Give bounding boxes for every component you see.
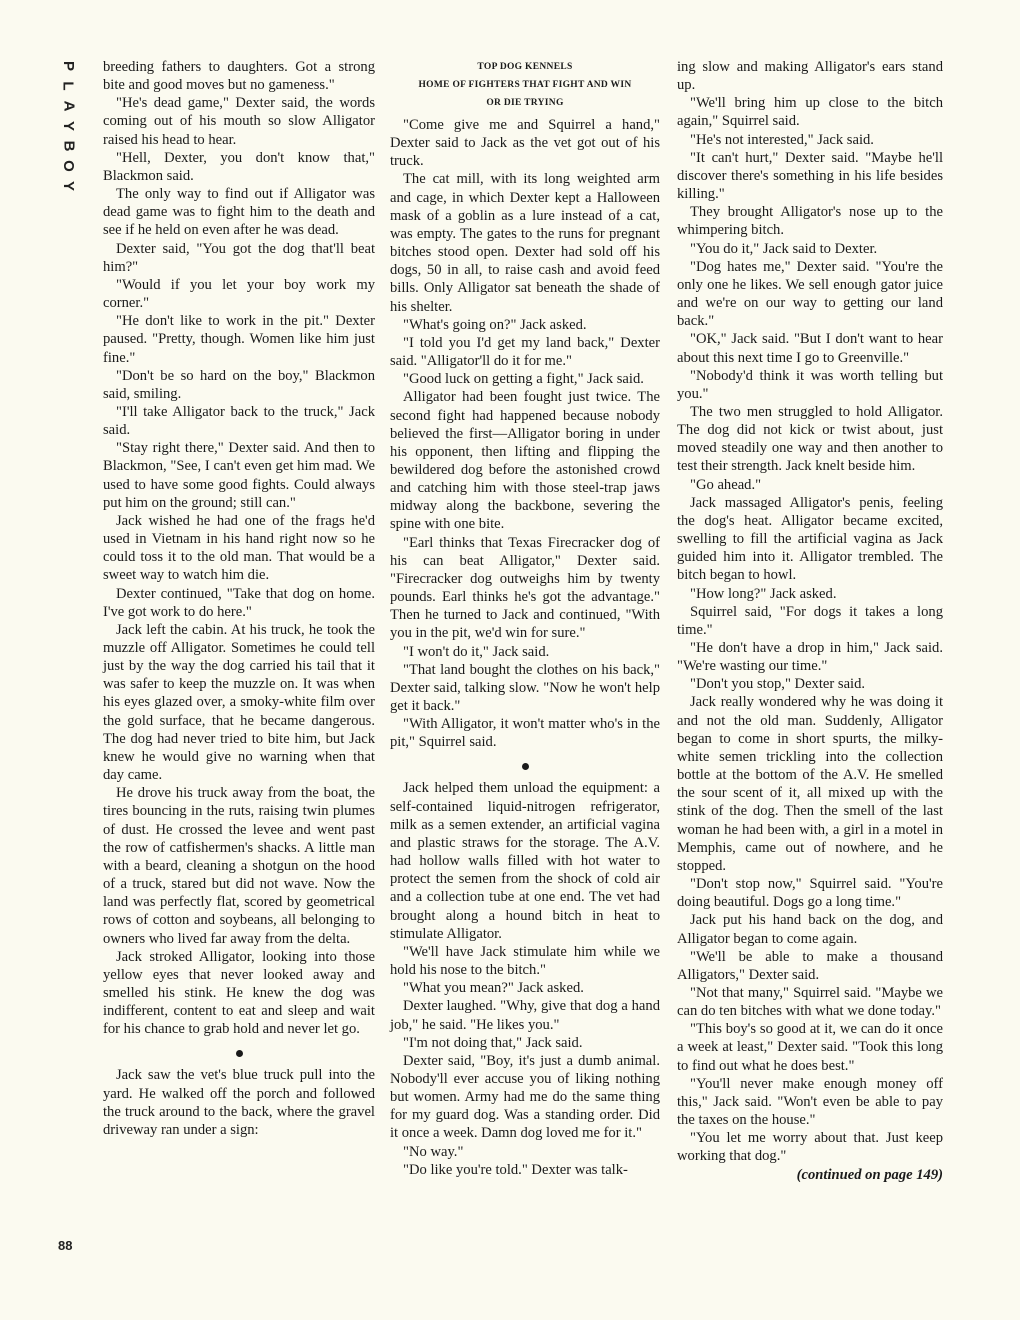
paragraph: They brought Alligator's nose up to the whimpering bitch.: [677, 204, 943, 239]
sign-line-2: HOME OF FIGHTERS THAT FIGHT AND WIN: [418, 80, 632, 90]
column-2: [390, 58, 660, 1179]
masthead-letter: A: [60, 100, 77, 112]
paragraph: Jack put his hand back on the dog, and Alligator began to come again.: [677, 912, 943, 947]
paragraph: "This boy's so good at it, we can do it once a week at least," Dexter said. "Took this long to find out what he does best.": [677, 1021, 943, 1074]
masthead-letter: B: [60, 140, 77, 152]
paragraph: "I told you I'd get my land back," Dexter said. "Alligator'll do it for me.": [390, 334, 660, 370]
paragraph: The cat mill, with its long weighted arm and cage, in which Dexter kept a Halloween mask of a goblin as a lure instead of a cat, was empty. The gates to the runs for pregnant bitches stood open. Dexter had sold off his dogs, 50 in all, to raise cash and avoid feed bills. Only Alligator sat beneath the shade of his shelter.: [390, 171, 660, 315]
paragraph: breeding fathers to daughters. Got a strong bite and good moves but no gameness.": [103, 59, 375, 94]
paragraph: Jack helped them unload the equipment: a self-contained liquid-nitrogen refrigerator, milk as a semen extender, an artificial vagina and plastic straws for the storage. The A.V. had hollow walls filled with hot water to protect the semen from the shock of cold air and a collection tube at one end. The vet had brought along a hound bitch in heat to stimulate Alligator.: [390, 780, 660, 942]
paragraph: Jack really wondered why he was doing it and not the old man. Suddenly, Alligator began to come in short spurts, the milky-white semen trickling into the collection bottle at the bottom of the A.V. He smelled the sour scent of it, all mixed up with the stink of the dog. Then the smell of the last woman he had been with, a girl in a motel in Memphis, came out of nowhere, and he stopped.: [677, 694, 943, 874]
masthead: [56, 56, 80, 196]
paragraph: Dexter laughed. "Why, give that dog a hand job," he said. "He likes you.": [390, 998, 660, 1033]
paragraph: "I'll take Alligator back to the truck," Jack said.: [103, 403, 375, 439]
paragraph: "He's dead game," Dexter said, the words coming out of his mouth so slow Alligator raised his head to hear.: [103, 95, 375, 148]
masthead-letter: Y: [59, 180, 77, 192]
page-number: 88: [58, 1238, 73, 1253]
paragraph: "I'm not doing that," Jack said.: [403, 1034, 583, 1051]
paragraph: "Stay right there," Dexter said. And then to Blackmon, "See, I can't even get him mad. We used to have some good fights. Could always put him on the ground; still can.": [103, 440, 375, 511]
paragraph: "We'll bring him up close to the bitch again," Squirrel said.: [677, 95, 943, 130]
kennel-sign: [390, 58, 660, 112]
column-3: [677, 58, 943, 1184]
paragraph: "Not that many," Squirrel said. "Maybe we can do ten bitches with what we done today.": [677, 984, 943, 1020]
paragraph: "Come give me and Squirrel a hand," Dexter said to Jack as the vet got out of his truck.: [390, 117, 660, 170]
paragraph: Dexter said, "You got the dog that'll beat him?": [103, 240, 375, 275]
paragraph: "He's not interested," Jack said.: [690, 131, 874, 148]
paragraph: "What's going on?" Jack asked.: [403, 316, 587, 333]
paragraph: "How long?" Jack asked.: [690, 585, 837, 602]
continued-note: (continued on page 149): [796, 1166, 943, 1183]
paragraph: Dexter continued, "Take that dog on home. I've got work to do here.": [103, 585, 375, 620]
paragraph: "I won't do it," Jack said.: [403, 643, 550, 660]
paragraph: Jack wished he had one of the frags he'd used in Vietnam in his hand right now so he could toss it to the old man. That would be a sweet way to watch him die.: [103, 512, 375, 584]
paragraph: "Hell, Dexter, you don't know that," Blackmon said.: [103, 149, 375, 184]
paragraph: Jack massaged Alligator's penis, feeling the dog's heat. Alligator became excited, swelling to fill the artificial vagina as Jack guided him into it. Alligator trembled. The bitch began to howl.: [677, 494, 943, 584]
sign-line-1: TOP DOG KENNELS: [477, 62, 573, 72]
paragraph: "Would if you let your boy work my corner.": [103, 276, 375, 312]
paragraph: "Nobody'd think it was worth telling but you.": [677, 367, 943, 402]
paragraph: Jack saw the vet's blue truck pull into the yard. He walked off the porch and followed the truck around to the back, where the gravel driveway ran under a sign:: [103, 1067, 375, 1138]
paragraph: "What you mean?" Jack asked.: [403, 980, 584, 997]
section-break-bullet: [103, 1040, 375, 1064]
paragraph: Alligator had been fought just twice. The second fight had happened because nobody believed the first—Alligator boring in under his opponent, then lifting and flipping the bewildered dog before the astonished crowd and catching him with those steel-trap jaws midway along the backbone, severing the spine with one bite.: [390, 389, 660, 533]
paragraph: Squirrel said, "For dogs it takes a long time.": [677, 603, 943, 638]
paragraph: "No way.": [403, 1143, 464, 1160]
paragraph: "We'll be able to make a thousand Alligators," Dexter said.: [677, 948, 943, 983]
column-1: [103, 58, 375, 1139]
paragraph: The two men struggled to hold Alligator. The dog did not kick or twist about, just moved steadily one way and then another to test their strength. Jack knelt beside him.: [677, 403, 943, 475]
paragraph: "Good luck on getting a fight," Jack said.: [403, 371, 644, 388]
paragraph: He drove his truck away from the boat, the tires bouncing in the ruts, raising twin plumes of dust. He crossed the levee and went past the row of catfishermen's shacks. A little man with a beard, cleaning a shotgun on the hood of a truck, stared but did not wave. Now the land was perfectly flat, scored by geometrical rows of cotton and soybeans, all belonging to owners who lived far away from the delta.: [103, 785, 375, 947]
paragraph: "With Alligator, it won't matter who's in the pit," Squirrel said.: [390, 716, 660, 751]
paragraph: "You do it," Jack said to Dexter.: [690, 240, 878, 257]
paragraph: "Don't you stop," Dexter said.: [690, 676, 866, 693]
paragraph: "Earl thinks that Texas Firecracker dog of his can beat Alligator," Dexter said. "Firecracker dog outweighs him by twenty pounds. Earl thinks he's got the advantage." Then he turned to Jack and continued, "With you in the pit, we'd win for sure.": [390, 534, 660, 642]
paragraph: "Go ahead.": [690, 476, 762, 493]
masthead-letter: L: [59, 81, 77, 91]
paragraph: "You let me worry about that. Just keep working that dog.": [677, 1130, 943, 1165]
paragraph: "Dog hates me," Dexter said. "You're the only one he likes. We sell enough gator juice and we're on our way to getting our land back.": [677, 258, 943, 330]
paragraph: "Don't be so hard on the boy," Blackmon said, smiling.: [103, 367, 375, 402]
paragraph: "That land bought the clothes on his back," Dexter said, talking slow. "Now he won't help get it back.": [390, 661, 660, 714]
masthead-letter: P: [59, 60, 77, 72]
paragraph: "It can't hurt," Dexter said. "Maybe he'll discover there's something in his life besides killing.": [677, 149, 943, 203]
paragraph: Jack left the cabin. At his truck, he took the muzzle off Alligator. Sometimes he could tell just by the way the dog carried his tail that it was safer to keep the muzzle on. It was when his eyes glazed over, a smoky-white film over the gold surface, that he became dangerous. The dog had never tried to bite him, but Jack knew he would give no warning when that day came.: [103, 621, 375, 784]
paragraph: Jack stroked Alligator, looking into those yellow eyes that never looked away and smelled his stink. He knew the dog was indifferent, content to eat and sleep and wait for his chance to grab hold and never let go.: [103, 948, 375, 1038]
sign-line-3: OR DIE TRYING: [486, 98, 564, 108]
paragraph: "OK," Jack said. "But I don't want to hear about this next time I go to Greenville.": [677, 331, 943, 366]
paragraph: Dexter said, "Boy, it's just a dumb animal. Nobody'll ever accuse you of liking nothing but women. Army had me do the same thing for my guard dog. Was a standing order. Did it once a week. Damn dog loved me for it.": [390, 1052, 660, 1142]
paragraph: "Do like you're told." Dexter was talk-: [403, 1161, 628, 1178]
section-break-bullet: [390, 753, 660, 777]
paragraph: The only way to find out if Alligator was dead game was to fight him to the death and see if he held on even after he was dead.: [103, 186, 375, 239]
paragraph: "Don't stop now," Squirrel said. "You're doing beautiful. Dogs go a long time.": [677, 876, 943, 911]
masthead-letter: Y: [59, 120, 77, 132]
paragraph: "He don't like to work in the pit." Dexter paused. "Pretty, though. Women like him just fine.": [103, 313, 375, 366]
paragraph: "We'll have Jack stimulate him while we hold his nose to the bitch.": [390, 943, 660, 979]
paragraph: "You'll never make enough money off this," Jack said. "Won't even be able to pay the taxes on the house.": [677, 1075, 943, 1129]
paragraph: "He don't have a drop in him," Jack said. "We're wasting our time.": [677, 640, 943, 675]
masthead-letter: O: [59, 160, 77, 172]
paragraph: ing slow and making Alligator's ears stand up.: [677, 59, 943, 94]
